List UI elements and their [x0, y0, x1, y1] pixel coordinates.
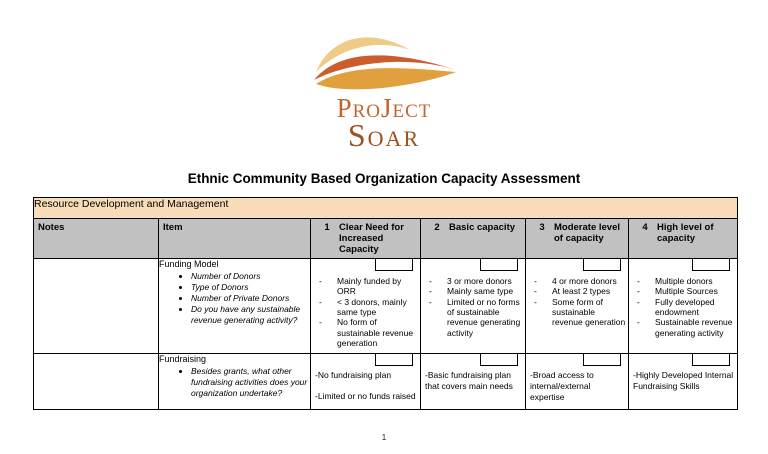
logo-soar-text: Soar	[347, 117, 421, 153]
capacity-assessment-table	[33, 197, 738, 410]
score-box	[480, 259, 518, 271]
capacity-2-cell	[421, 354, 526, 410]
page-number: 1	[381, 433, 387, 442]
capacity-4-number: 4	[642, 222, 648, 233]
criterion: - Mainly same type	[421, 286, 523, 296]
section-header-row	[34, 198, 738, 219]
item-question-list	[159, 366, 310, 399]
item-cell-fundraising	[159, 354, 311, 410]
criterion: - Mainly funded by ORR	[311, 276, 418, 297]
capacity-2-number: 2	[434, 222, 440, 233]
capacity-3-cell	[526, 354, 629, 410]
criterion: -Limited or no funds raised	[315, 391, 416, 402]
criterion: - Some form of sustainable revenue generation	[526, 297, 626, 328]
capacity-1-number: 1	[324, 222, 330, 233]
capacity-1-cell	[311, 354, 421, 410]
criterion: - 3 or more donors	[421, 276, 523, 286]
criterion: - No form of sustainable revenue generation	[311, 317, 418, 348]
criterion: - Fully developed endowment	[629, 297, 735, 318]
item-question: • Number of Donors	[191, 271, 310, 282]
capacity-2-label: Basic capacity	[449, 222, 516, 233]
capacity-3-cell	[526, 259, 629, 354]
criterion: - Multiple donors	[629, 276, 735, 286]
criterion: - At least 2 types	[526, 286, 626, 296]
item-question: • Besides grants, what other fundraising activities does your organization undertake?	[191, 366, 310, 399]
item-question: • Type of Donors	[191, 282, 310, 293]
column-header-capacity-2	[421, 219, 526, 259]
item-question-list	[159, 271, 310, 326]
criterion: -Broad access to internal/external expertise	[530, 370, 594, 403]
capacity-1-label: Clear Need for Increased Capacity	[339, 222, 404, 255]
criterion: - Limited or no forms of sustainable revenue generating activity	[421, 297, 523, 338]
column-header-capacity-3	[526, 219, 629, 259]
capacity-1-cell	[311, 259, 421, 354]
column-header-item: Item	[159, 219, 311, 259]
capacity-4-label: High level of capacity	[657, 222, 714, 244]
item-title: Fundraising	[159, 354, 207, 364]
item-cell-funding-model	[159, 259, 311, 354]
page-title: Ethnic Community Based Organization Capacity Assessment	[187, 171, 581, 186]
capacity-3-number: 3	[539, 222, 545, 233]
logo-waves-icon	[310, 28, 458, 94]
score-box	[375, 259, 413, 271]
capacity-3-label: Moderate level of capacity	[554, 222, 620, 244]
column-header-capacity-4	[629, 219, 738, 259]
criterion: - Multiple Sources	[629, 286, 735, 296]
capacity-4-cell	[629, 354, 738, 410]
column-header-capacity-1	[311, 219, 421, 259]
capacity-4-cell	[629, 259, 738, 354]
score-box	[583, 354, 621, 366]
score-box	[692, 259, 730, 271]
criterion: -Highly Developed Internal Fundraising Skills	[633, 370, 734, 392]
notes-cell	[34, 259, 159, 354]
criterion: - Sustainable revenue generating activity	[629, 317, 735, 338]
project-soar-logo	[0, 28, 768, 151]
score-box	[583, 259, 621, 271]
item-question: • Number of Private Donors	[191, 293, 310, 304]
column-header-row	[34, 219, 738, 259]
notes-cell	[34, 354, 159, 410]
item-question: • Do you have any sustainable revenue generating activity?	[191, 304, 310, 326]
table-row-fundraising	[34, 354, 738, 410]
criterion: -Basic fundraising plan that covers main needs	[425, 370, 513, 392]
criterion: -No fundraising plan	[315, 370, 392, 380]
logo-project-text: ProJect	[336, 93, 432, 123]
section-header: Resource Development and Management	[34, 198, 738, 219]
column-header-notes: Notes	[34, 219, 159, 259]
capacity-2-cell	[421, 259, 526, 354]
score-box	[375, 354, 413, 366]
score-box	[480, 354, 518, 366]
item-title: Funding Model	[159, 259, 219, 269]
table-row-funding-model	[34, 259, 738, 354]
criterion: - 4 or more donors	[526, 276, 626, 286]
score-box	[692, 354, 730, 366]
criterion: - < 3 donors, mainly same type	[311, 297, 418, 318]
